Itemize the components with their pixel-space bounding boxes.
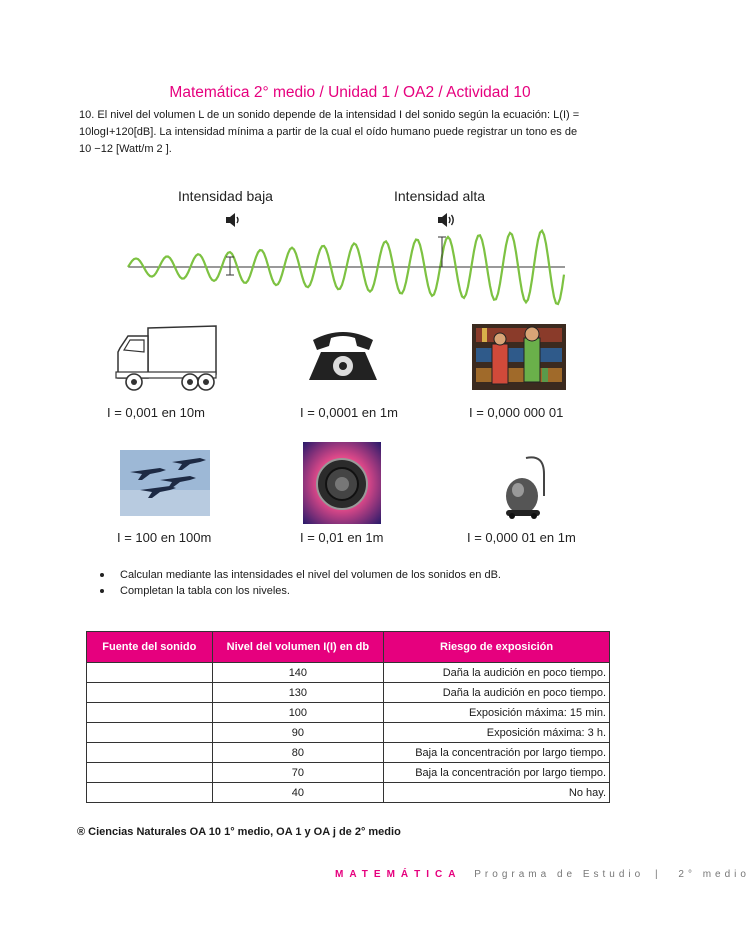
cell-level: 40 xyxy=(212,783,383,803)
cell-risk: Baja la concentración por largo tiempo. xyxy=(384,743,610,763)
label-high-intensity: Intensidad alta xyxy=(394,188,486,204)
sound-wave-illustration xyxy=(120,180,580,305)
cell-level: 130 xyxy=(212,683,383,703)
note-text: Ciencias Naturales OA 10 1° medio, OA 1 y OA j de 2° medio xyxy=(88,826,401,838)
problem-line-2: 10logI+120[dB]. La intensidad mínima a partir de la cual el oído humano puede registrar un tono es de xyxy=(79,126,578,138)
cell-risk: Daña la audición en poco tiempo. xyxy=(384,683,610,703)
table-row xyxy=(87,683,610,703)
problem-statement xyxy=(79,107,619,158)
footer-separator: | xyxy=(655,869,658,880)
header-risk: Riesgo de exposición xyxy=(384,632,610,663)
page-title: Matemática 2° medio / Unidad 1 / OA2 / Actividad 10 xyxy=(169,84,531,101)
cell-risk: Daña la audición en poco tiempo. xyxy=(384,663,610,683)
source-caption-6: I = 0,000 01 en 1m xyxy=(467,530,576,545)
source-caption-2: I = 0,0001 en 1m xyxy=(300,405,398,420)
truck-icon xyxy=(112,322,220,394)
problem-number: 10. xyxy=(79,109,95,121)
cell-risk: Exposición máxima: 15 min. xyxy=(384,703,610,723)
cell-level: 100 xyxy=(212,703,383,723)
footer-subject: MATEMÁTICA xyxy=(335,869,462,880)
header-level: Nivel del volumen I(I) en db xyxy=(212,632,383,663)
jets-icon xyxy=(120,450,210,516)
problem-line-1: El nivel del volumen L de un sonido depende de la intensidad I del sonido según la ecuación: L(I) = xyxy=(97,109,580,121)
footer-grade: 2° medio xyxy=(678,869,750,880)
library-reader-icon xyxy=(472,324,566,390)
label-low-intensity: Intensidad baja xyxy=(178,188,273,204)
source-caption-3: I = 0,000 000 01 xyxy=(469,405,564,420)
instruction-item: Completan la tabla con los niveles. xyxy=(96,583,501,599)
cell-risk: Exposición máxima: 3 h. xyxy=(384,723,610,743)
cell-source[interactable] xyxy=(87,723,213,743)
cell-level: 80 xyxy=(212,743,383,763)
footer-program: Programa de Estudio xyxy=(474,869,645,880)
source-caption-4: I = 100 en 100m xyxy=(117,530,212,545)
cell-risk: Baja la concentración por largo tiempo. xyxy=(384,763,610,783)
cell-source[interactable] xyxy=(87,763,213,783)
table-row xyxy=(87,783,610,803)
instruction-list xyxy=(96,567,501,599)
cell-source[interactable] xyxy=(87,783,213,803)
wave-svg xyxy=(120,220,580,305)
note-marker: ® xyxy=(77,826,86,838)
cell-source[interactable] xyxy=(87,683,213,703)
instruction-item: Calculan mediante las intensidades el nivel del volumen de los sonidos en dB. xyxy=(96,567,501,583)
cell-risk: No hay. xyxy=(384,783,610,803)
vacuum-cleaner-icon xyxy=(500,452,554,520)
table-row xyxy=(87,743,610,763)
exposure-table xyxy=(86,631,610,803)
table-row xyxy=(87,723,610,743)
table-row xyxy=(87,663,610,683)
cell-level: 90 xyxy=(212,723,383,743)
curriculum-note xyxy=(77,826,401,838)
table-header-row xyxy=(87,632,610,663)
cell-level: 140 xyxy=(212,663,383,683)
source-caption-1: I = 0,001 en 10m xyxy=(107,405,205,420)
cell-level: 70 xyxy=(212,763,383,783)
table-row xyxy=(87,703,610,723)
cell-source[interactable] xyxy=(87,703,213,723)
speaker-icon xyxy=(303,442,381,524)
header-source: Fuente del sonido xyxy=(87,632,213,663)
page-footer xyxy=(335,869,750,880)
problem-line-3: 10 −12 [Watt/m 2 ]. xyxy=(79,143,172,155)
telephone-icon xyxy=(305,322,381,384)
cell-source[interactable] xyxy=(87,743,213,763)
table-row xyxy=(87,763,610,783)
source-caption-5: I = 0,01 en 1m xyxy=(300,530,384,545)
cell-source[interactable] xyxy=(87,663,213,683)
